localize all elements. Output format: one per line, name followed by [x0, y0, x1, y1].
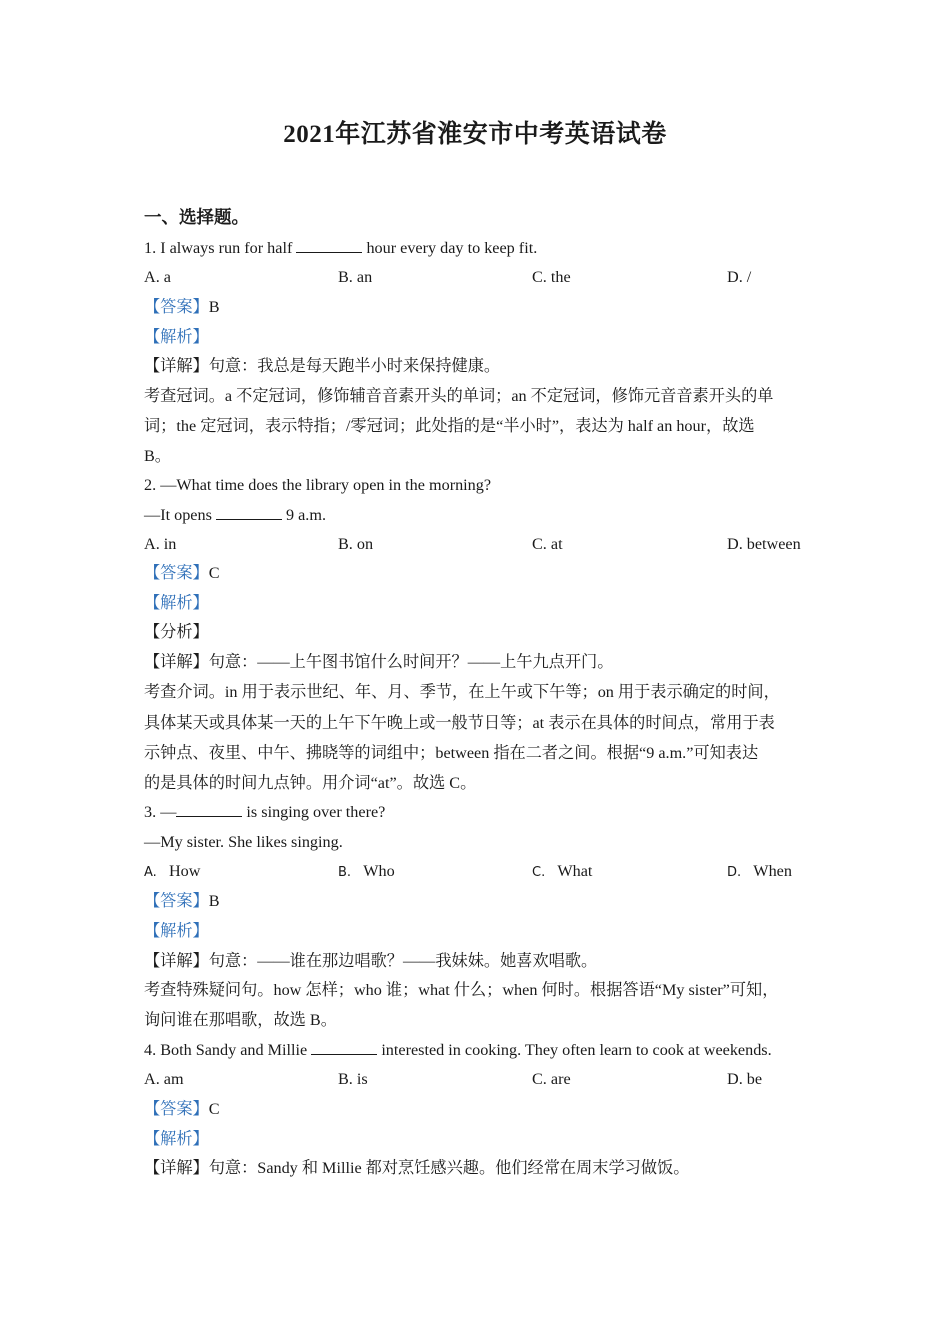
q4-analysis-label: 【解析】 [144, 1130, 209, 1148]
q2-option-a: A. in [144, 535, 177, 553]
q3-detail: 【详解】句意：——谁在那边唱歌？——我妹妹。她喜欢唱歌。 [144, 952, 598, 970]
q1-answer: 【答案】B [144, 298, 220, 316]
q3-option-d: D. When [727, 862, 792, 880]
q1-option-d: D. / [727, 268, 752, 286]
page-title: 2021年江苏省淮安市中考英语试卷 [283, 121, 667, 148]
answer-blank [216, 505, 282, 520]
q1-explain-line: 考查冠词。a 不定冠词，修饰辅音音素开头的单词；an 不定冠词，修饰元音音素开头的单 [144, 387, 774, 405]
question-4-stem: 4. Both Sandy and Millie interested in cooking. They often learn to cook at weekends. [144, 1041, 772, 1059]
q2-detail: 【详解】句意：——上午图书馆什么时间开？——上午九点开门。 [144, 653, 614, 671]
q1-explain-line: B。 [144, 447, 171, 465]
q1-analysis-label: 【解析】 [144, 328, 209, 346]
q2-option-d: D. between [727, 535, 801, 553]
q3-option-b: B. Who [338, 862, 395, 880]
q2-fenxi-label: 【分析】 [144, 623, 209, 641]
question-2-stem: 2. —What time does the library open in the morning? [144, 476, 492, 494]
answer-blank [311, 1040, 377, 1055]
q1-explain-line: 词；the 定冠词，表示特指；/零冠词；此处指的是“半小时”，表达为 half an hour，故选 [144, 417, 755, 435]
question-3-response: —My sister. She likes singing. [144, 833, 343, 851]
q1-option-b: B. an [338, 268, 373, 286]
q1-option-c: C. the [532, 268, 571, 286]
q4-option-c: C. are [532, 1070, 571, 1088]
q3-answer: 【答案】B [144, 892, 220, 910]
q4-option-d: D. be [727, 1070, 763, 1088]
q2-option-c: C. at [532, 535, 563, 553]
q2-analysis-label: 【解析】 [144, 594, 209, 612]
q4-option-b: B. is [338, 1070, 368, 1088]
question-3-stem: 3. — is singing over there? [144, 803, 386, 821]
q2-option-b: B. on [338, 535, 374, 553]
q3-explain-line: 询问谁在那唱歌，故选 B。 [144, 1011, 337, 1029]
q2-explain-line: 的是具体的时间九点钟。用介词“at”。故选 C。 [144, 774, 477, 792]
q3-option-c: C. What [532, 862, 593, 880]
answer-blank [296, 238, 362, 253]
q1-option-a: A. a [144, 268, 171, 286]
q2-explain-line: 示钟点、夜里、中午、拂晓等的词组中；between 指在二者之间。根据“9 a.m.”可知表达 [144, 744, 759, 762]
q2-answer: 【答案】C [144, 564, 220, 582]
q3-analysis-label: 【解析】 [144, 922, 209, 940]
q3-explain-line: 考查特殊疑问句。how 怎样；who 谁；what 什么；when 何时。根据答语“My sister”可知， [144, 981, 779, 999]
section-title: 一、选择题。 [144, 207, 249, 227]
question-2-response: —It opens 9 a.m. [144, 506, 326, 524]
q4-detail: 【详解】句意：Sandy 和 Millie 都对烹饪感兴趣。他们经常在周末学习做饭。 [144, 1159, 690, 1177]
answer-blank [176, 802, 242, 817]
q4-answer: 【答案】C [144, 1100, 220, 1118]
q3-option-a: A. How [144, 862, 201, 880]
q2-explain-line: 考查介词。in 用于表示世纪、年、月、季节，在上午或下午等；on 用于表示确定的时间， [144, 683, 780, 701]
question-1-stem: 1. I always run for half hour every day to keep fit. [144, 239, 538, 257]
q4-option-a: A. am [144, 1070, 184, 1088]
q1-detail: 【详解】句意：我总是每天跑半小时来保持健康。 [144, 357, 501, 375]
q2-explain-line: 具体某天或具体某一天的上午下午晚上或一般节日等；at 表示在具体的时间点，常用于表 [144, 714, 775, 732]
